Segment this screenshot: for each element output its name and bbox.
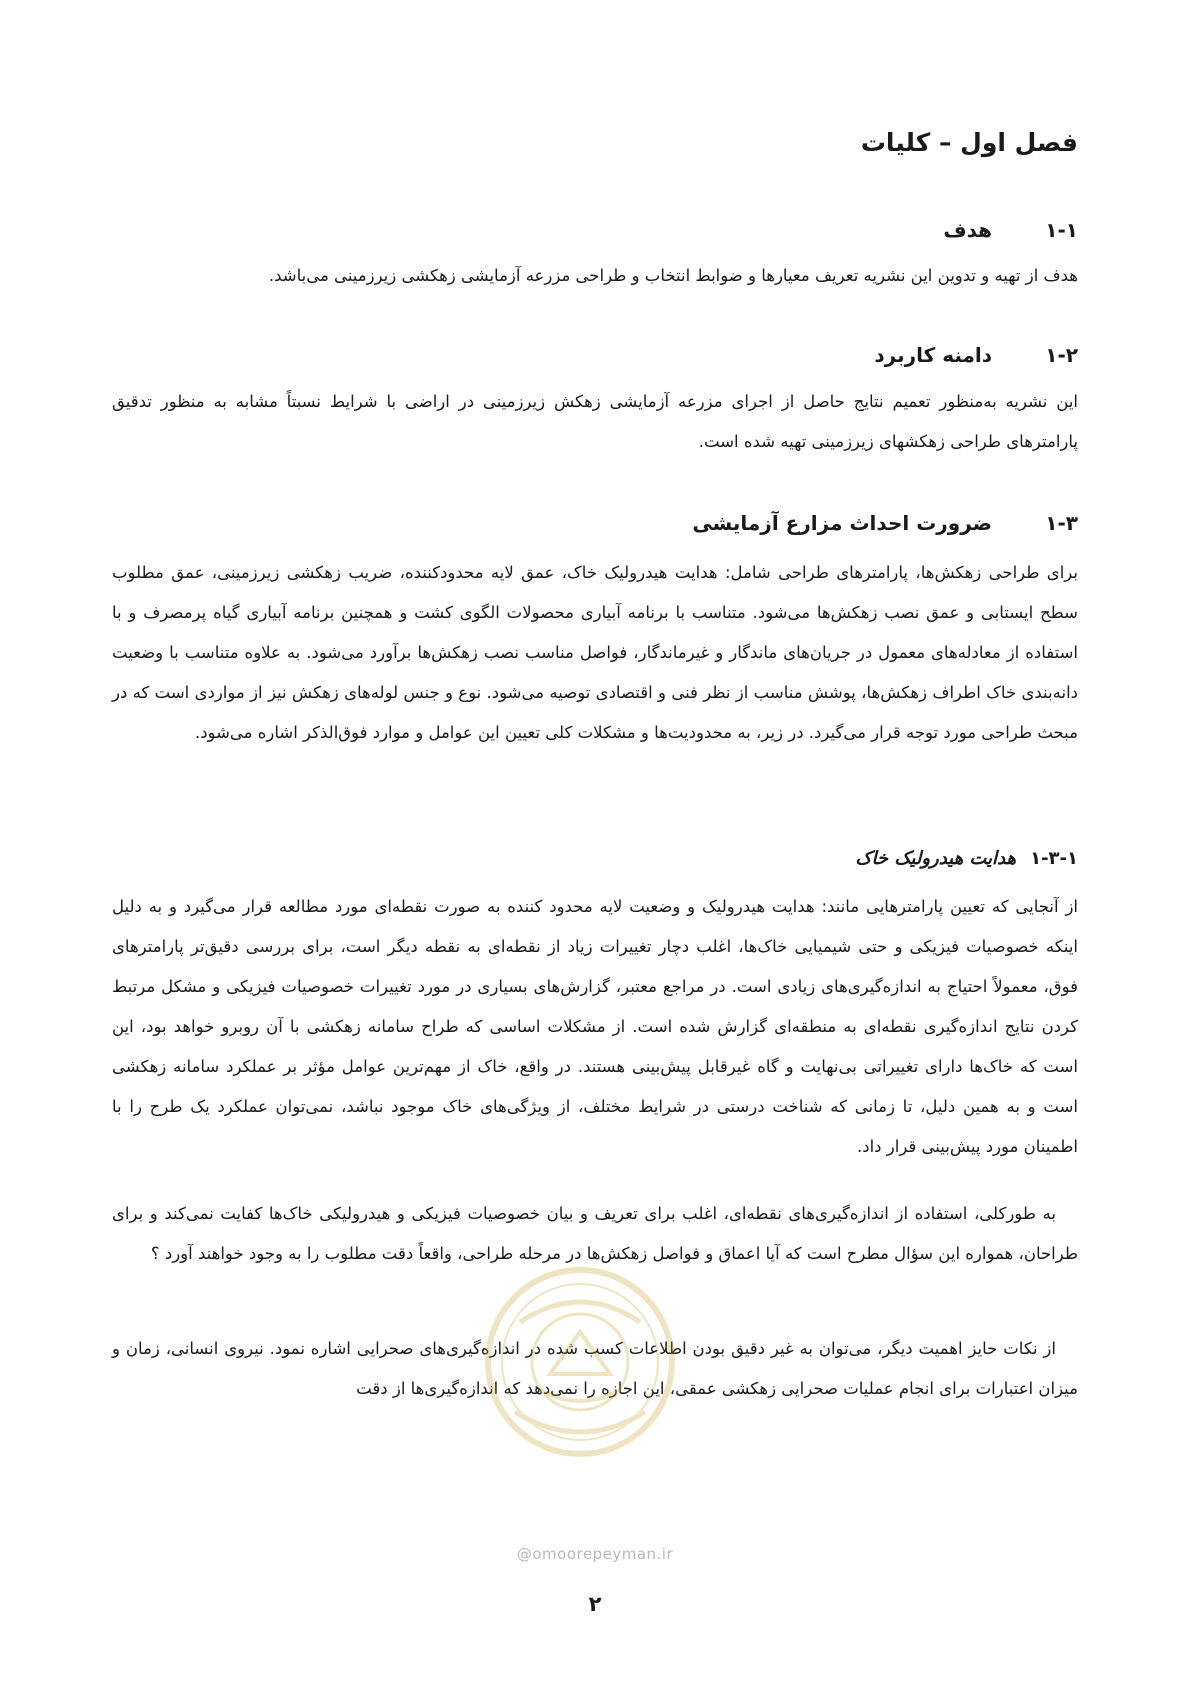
section-heading-goal xyxy=(943,218,1078,242)
paragraph: هدف از تهیه و تدوین این نشریه تعریف معیارها و ضوابط انتخاب و طراحی مزرعه آزمایشی زهکشی زیرزمینی می‌باشد. xyxy=(268,266,1078,285)
section-heading-necessity xyxy=(692,511,1078,535)
section-title: ضرورت احداث مزارع آزمایشی xyxy=(692,511,992,535)
section-number: ۱-۲ xyxy=(1045,343,1078,367)
chapter-title: فصل اول – کلیات xyxy=(860,128,1078,157)
paragraph: به طورکلی، استفاده از اندازه‌گیری‌های نقطه‌ای، اغلب برای تعریف و بیان خصوصیات فیزیکی و هیدرولیکی خاک‌ها کفایت نمی‌کند و برای طراحان، همواره این سؤال مطرح است که آیا اعماق و فواصل زهکش‌ها در مرحله طراحی، واقعاً دقت مطلوب را به وجود خواهند آورد ؟ xyxy=(112,1204,1078,1263)
paragraph: از آنجایی که تعیین پارامترهایی مانند: هدایت هیدرولیک و وضعیت لایه محدود کننده به صورت نقطه‌ای مورد مطالعه قرار می‌گیرد و به دلیل اینکه خصوصیات فیزیکی و حتی شیمیایی خاک‌ها، اغلب دچار تغییرات زیاد از نقطه‌ای به نقطه دیگر است، برای بررسی دقیق‌تر پارامترهای فوق، معمولاً احتیاج به اندازه‌گیری‌های زیادی است. در مراجع معتبر، گزارش‌های بسیاری در مورد تغییرات خصوصیات فیزیکی و مشکل مرتبط کردن نتایج اندازه‌گیری نقطه‌ای به منطقه‌ای گزارش شده است. از مشکلات اساسی که طراح سامانه زهکشی با آن روبرو خواهد بود، این است که خاک‌ها دارای تغییراتی بی‌نهایت و گاه غیرقابل پیش‌بینی هستند. در واقع، خاک از مهم‌ترین عوامل مؤثر بر عملکرد سامانه زهکشی است و به همین دلیل، تا زمانی که شناخت درستی در شرایط مختلف، از ویژگی‌های خاک موجود نباشد، نمی‌توان عملکرد یک طرح را با اطمینان مورد پیش‌بینی قرار داد. xyxy=(112,897,1078,1156)
section-number: ۱-۳ xyxy=(1045,511,1078,535)
section-title: هدایت هیدرولیک خاک xyxy=(855,848,1016,869)
section-number: ۱-۱ xyxy=(1045,218,1078,242)
watermark-website: @omoorepeyman.ir xyxy=(516,1545,674,1563)
section-title: هدف xyxy=(943,218,992,242)
section-title: دامنه کاربرد xyxy=(874,343,992,367)
subsection-heading-hydraulic-conductivity xyxy=(855,848,1078,869)
section-number: ۱-۳-۱ xyxy=(1030,848,1078,869)
watermark-seal-icon xyxy=(480,1262,680,1462)
page-number: ۲ xyxy=(588,1592,602,1616)
section-heading-scope xyxy=(874,343,1078,367)
paragraph: این نشریه به‌منظور تعمیم نتایج حاصل از اجرای مزرعه آزمایشی زهکش زیرزمینی در اراضی با شرایط نسبتاً مشابه به منظور تدقیق پارامترهای طراحی زهکشهای زیرزمینی تهیه شده است. xyxy=(112,392,1078,451)
paragraph: برای طراحی زهکش‌ها، پارامترهای طراحی شامل: هدایت هیدرولیک خاک، عمق لایه محدودکننده، ضریب زهکشی زیرزمینی، عمق مطلوب سطح ایستابی و عمق نصب زهکش‌ها می‌شود. متناسب با برنامه آبیاری محصولات الگوی کشت و همچنین برنامه آبیاری گیاه پرمصرف و با استفاده از معادله‌های معمول در جریان‌های ماندگار و غیرماندگار، فواصل مناسب نصب زهکش‌ها برآورد می‌شود. به علاوه متناسب با وضعیت دانه‌بندی خاک اطراف زهکش‌ها، پوشش مناسب از نظر فنی و اقتصادی توصیه می‌شود. نوع و جنس لوله‌های زهکش نیز از مواردی است که در مبحث طراحی مورد توجه قرار می‌گیرد. در زیر، به محدودیت‌ها و مشکلات کلی تعیین این عوامل و موارد فوق‌الذکر اشاره می‌شود. xyxy=(112,563,1078,742)
paragraph: از نکات حایز اهمیت دیگر، می‌توان به غیر دقیق بودن اطلاعات کسب شده در اندازه‌گیری‌های صحرایی اشاره نمود. نیروی انسانی، زمان و میزان اعتبارات برای انجام عملیات صحرایی زهکشی عمقی، این اجازه را نمی‌دهد که اندازه‌گیری‌ها از دقت xyxy=(112,1339,1078,1398)
